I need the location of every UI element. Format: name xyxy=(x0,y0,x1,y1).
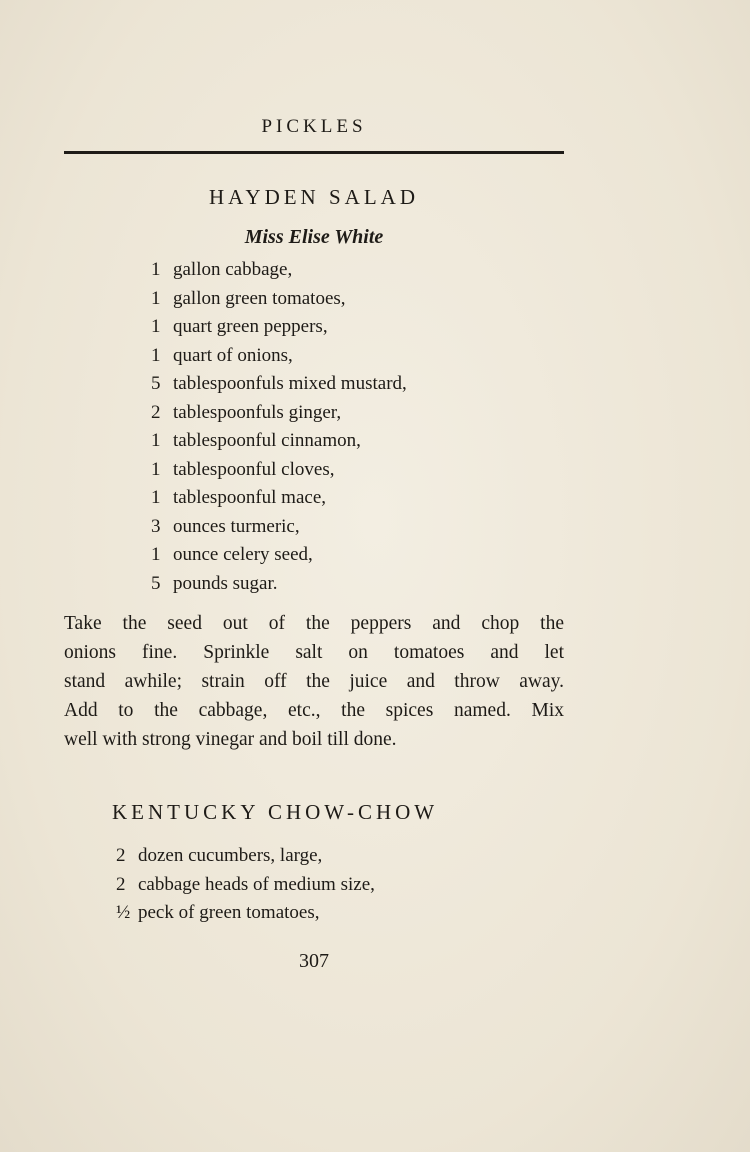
ingredient-item xyxy=(151,459,334,487)
ingredient-item xyxy=(116,902,319,930)
ingredient-qty: 1 xyxy=(151,487,161,508)
recipe-title-hayden-salad: HAYDEN SALAD xyxy=(209,185,419,209)
ingredient-item xyxy=(116,845,322,873)
ingredient-item xyxy=(151,430,361,458)
ingredient-text: gallon green tomatoes, xyxy=(173,288,346,309)
recipe-title-kentucky-chow-chow: KENTUCKY CHOW-CHOW xyxy=(112,800,439,824)
ingredient-text: tablespoonful mace, xyxy=(173,487,327,508)
directions-line: stand awhile; strain off the juice and throw away. xyxy=(64,671,564,692)
ingredient-qty: 1 xyxy=(151,459,161,480)
ingredient-qty: 5 xyxy=(151,573,161,594)
ingredient-qty: 5 xyxy=(151,373,161,394)
ingredient-item xyxy=(151,544,313,572)
ingredient-text: gallon cabbage, xyxy=(173,259,293,280)
running-head: PICKLES xyxy=(261,116,367,137)
ingredient-qty: 1 xyxy=(151,345,161,366)
ingredient-qty: 2 xyxy=(116,845,126,866)
ingredient-qty: 1 xyxy=(151,259,161,280)
ingredient-text: tablespoonful cinnamon, xyxy=(173,430,361,451)
ingredient-text: ounces turmeric, xyxy=(173,516,300,537)
ingredient-text: quart of onions, xyxy=(173,345,293,366)
recipe-byline: Miss Elise White xyxy=(244,226,384,248)
ingredient-qty: 1 xyxy=(151,430,161,451)
header-rule xyxy=(64,151,564,154)
ingredient-item xyxy=(151,288,346,316)
ingredient-qty: 1 xyxy=(151,316,161,337)
directions-line: Add to the cabbage, etc., the spices named. Mix xyxy=(64,700,564,721)
directions-line: well with strong vinegar and boil till done. xyxy=(64,729,397,750)
ingredient-text: quart green peppers, xyxy=(173,316,328,337)
ingredient-qty: 1 xyxy=(151,544,161,565)
ingredient-item xyxy=(116,874,375,902)
ingredient-text: pounds sugar. xyxy=(173,573,278,594)
ingredient-text: ounce celery seed, xyxy=(173,544,313,565)
ingredient-qty: 2 xyxy=(151,402,161,423)
ingredient-item xyxy=(151,402,341,430)
ingredient-text: tablespoonfuls ginger, xyxy=(173,402,342,423)
ingredient-text: tablespoonful cloves, xyxy=(173,459,335,480)
ingredient-text: tablespoonfuls mixed mustard, xyxy=(173,373,407,394)
ingredient-qty: 2 xyxy=(116,874,126,895)
ingredient-qty: 3 xyxy=(151,516,161,537)
ingredient-item xyxy=(151,259,292,287)
ingredient-item xyxy=(151,316,328,344)
ingredient-item xyxy=(151,487,326,515)
ingredient-text: dozen cucumbers, large, xyxy=(138,845,323,866)
page-number: 307 xyxy=(299,950,329,972)
directions-line: Take the seed out of the peppers and chop the xyxy=(64,613,564,634)
ingredient-text: cabbage heads of medium size, xyxy=(138,874,375,895)
ingredient-item xyxy=(151,516,300,544)
ingredient-qty: 1 xyxy=(151,288,161,309)
ingredient-item xyxy=(151,573,278,601)
ingredient-qty: ½ xyxy=(116,902,131,923)
directions-line: onions fine. Sprinkle salt on tomatoes and let xyxy=(64,642,564,663)
ingredient-item xyxy=(151,373,407,401)
directions-paragraph xyxy=(64,609,564,754)
ingredient-item xyxy=(151,345,293,373)
ingredient-text: peck of green tomatoes, xyxy=(138,902,320,923)
